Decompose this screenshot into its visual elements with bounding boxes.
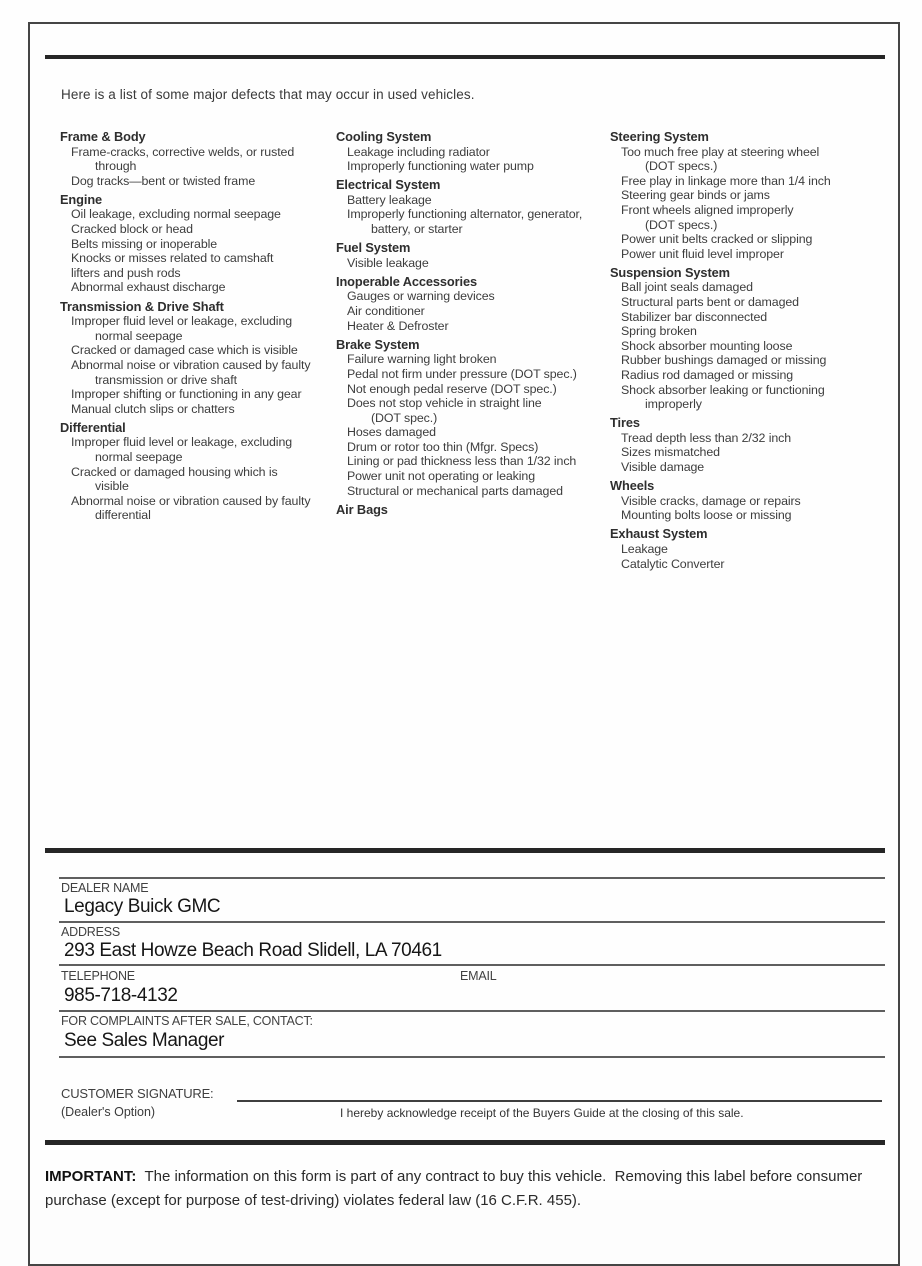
defect-item-line: Power unit belts cracked or slipping [621,232,813,247]
acknowledge-text: I hereby acknowledge receipt of the Buyers Guide at the closing of this sale. [340,1106,744,1120]
defect-item-line: Sizes mismatched [621,445,720,460]
defect-section-title: Frame & Body [60,129,146,144]
defect-item-line: Structural or mechanical parts damaged [347,483,563,498]
defect-item-line: Mounting bolts loose or missing [621,508,792,523]
defect-item-line: Dog tracks—bent or twisted frame [71,173,256,188]
defect-section [610,527,890,571]
address-value: 293 East Howze Beach Road Slidell, LA 70461 [64,940,442,961]
important-label: IMPORTANT: [45,1168,137,1185]
defect-column [336,130,616,517]
defect-section [610,479,890,523]
dealer-name-value: Legacy Buick GMC [64,896,221,917]
defect-item-line: lifters and push rods [71,265,181,280]
field-rule [59,1056,885,1058]
defect-section-title: Exhaust System [610,526,708,542]
defect-section [336,275,616,333]
defect-item-line: visible [95,479,129,494]
defect-item-line: Battery leakage [347,192,432,207]
complaints-value: See Sales Manager [64,1030,225,1051]
defect-item-line: Rubber bushings damaged or missing [621,353,827,368]
defect-item-line: Front wheels aligned improperly [621,202,794,217]
defect-item-line: normal seepage [95,328,183,343]
defect-section [60,300,340,417]
defect-item-line: Air conditioner [347,304,425,319]
defect-item-line: Failure warning light broken [347,352,497,367]
important-notice [45,1165,883,1212]
defect-item-line: Cracked or damaged housing which is [71,464,278,479]
telephone-label: TELEPHONE [61,969,135,983]
defect-item-line: Free play in linkage more than 1/4 inch [621,173,831,188]
defect-item-line: Stabilizer bar disconnected [621,309,768,324]
defect-item-line: Improper shifting or functioning in any gear [71,387,302,402]
defect-item-line: Drum or rotor too thin (Mfgr. Specs) [347,439,539,454]
signature-line [237,1100,882,1102]
defect-item-line: Structural parts bent or damaged [621,295,799,310]
defect-item-line: Does not stop vehicle in straight line [347,396,542,411]
defect-item-line: through [95,159,137,174]
defect-section [336,130,616,174]
defect-item-line: Manual clutch slips or chatters [71,401,235,416]
defect-section-title: Steering System [610,129,709,144]
defect-section [336,338,616,499]
defect-item-line: Not enough pedal reserve (DOT spec.) [347,381,557,396]
defect-item-line: Cracked or damaged case which is visible [71,343,298,358]
defect-section [336,178,616,236]
defect-item-line: Lining or pad thickness less than 1/32 inch [347,454,577,469]
defect-section [610,416,890,474]
defect-item-line: Too much free play at steering wheel [621,144,820,159]
defect-item-line: (DOT specs.) [645,159,718,174]
defect-section-title: Differential [60,419,126,435]
defect-item-line: Abnormal exhaust discharge [71,280,226,295]
defect-item-line: Belts missing or inoperable [71,236,218,251]
defect-section-title: Suspension System [610,264,730,280]
address-label: ADDRESS [61,925,121,939]
defect-item-line: Hoses damaged [347,425,436,440]
defect-item-line: Oil leakage, excluding normal seepage [71,207,281,222]
defect-item-line: Abnormal noise or vibration caused by faulty [71,493,311,508]
defect-item-line: Power unit fluid level improper [621,246,784,261]
field-rule [59,921,885,923]
defect-section-title: Engine [60,191,103,207]
defect-section-title: Tires [610,415,640,431]
middle-rule [45,848,885,853]
defect-item-line: Steering gear binds or jams [621,188,770,203]
defect-item-line: improperly [645,397,702,412]
defect-section-title: Inoperable Accessories [336,273,478,289]
field-rule [59,1010,885,1012]
defect-section-title: Electrical System [336,177,441,193]
defect-item-line: Ball joint seals damaged [621,280,753,295]
defect-column [60,130,340,523]
telephone-value: 985-718-4132 [64,985,178,1006]
defect-section-title: Brake System [336,336,420,352]
defect-item-line: Catalytic Converter [621,556,725,571]
defect-item-line: Knocks or misses related to camshaft [71,251,274,266]
defect-section [610,130,890,261]
defect-item-line: normal seepage [95,449,183,464]
defect-item-line: Tread depth less than 2/32 inch [621,430,792,445]
defect-item-line: Frame-cracks, corrective welds, or rusted [71,144,295,159]
defect-item-line: Improperly functioning alternator, generator, [347,207,583,222]
defect-item-line: Visible damage [621,460,705,475]
top-rule [45,55,885,59]
defect-section-title: Air Bags [336,501,388,517]
customer-signature-label: CUSTOMER SIGNATURE: [61,1086,214,1101]
defect-item-line: Shock absorber leaking or functioning [621,382,825,397]
complaints-label: FOR COMPLAINTS AFTER SALE, CONTACT: [61,1014,313,1028]
defect-item-line: Cracked block or head [71,222,193,237]
defect-item-line: Shock absorber mounting loose [621,338,793,353]
defect-item-line: (DOT specs.) [645,217,718,232]
defect-item-line: Abnormal noise or vibration caused by faulty [71,357,311,372]
defect-item-line: battery, or starter [371,222,463,237]
defect-section-title: Transmission & Drive Shaft [60,298,224,314]
defect-item-line: Leakage including radiator [347,144,490,159]
defect-item-line: Visible leakage [347,255,429,270]
defect-item-line: Improper fluid level or leakage, excluding [71,314,293,329]
important-text: The information on this form is part of any contract to buy this vehicle. Removing this label before consumer purchase (except for purpose of test-driving) violates federal law (16 C.F.R. 455). [45,1168,867,1209]
defect-item-line: Heater & Defroster [347,318,449,333]
defect-item-line: transmission or drive shaft [95,372,237,387]
defect-item-line: differential [95,508,151,523]
defect-item-line: Radius rod damaged or missing [621,368,794,382]
defect-section [336,503,616,518]
defect-section [60,421,340,523]
defect-section [60,193,340,295]
defect-column [610,130,890,571]
defect-item-line: Spring broken [621,324,697,339]
defect-item-line: (DOT spec.) [371,410,438,425]
dealer-name-label: DEALER NAME [61,881,149,895]
email-label: EMAIL [460,969,497,983]
defect-item-line: Power unit not operating or leaking [347,469,535,484]
field-rule [59,964,885,966]
defect-item-line: Improper fluid level or leakage, excluding [71,435,293,450]
defect-section [336,241,616,270]
defect-section-title: Fuel System [336,240,411,256]
dealers-option-note: (Dealer's Option) [61,1105,156,1119]
intro-text: Here is a list of some major defects that may occur in used vehicles. [61,87,475,102]
defect-item-line: Gauges or warning devices [347,289,495,304]
bottom-rule [45,1140,885,1145]
defect-section-title: Wheels [610,478,655,494]
defect-item-line: Improperly functioning water pump [347,159,534,174]
defect-item-line: Pedal not firm under pressure (DOT spec.) [347,366,577,381]
defect-item-line: Visible cracks, damage or repairs [621,493,801,508]
field-rule [59,877,885,879]
defect-section-title: Cooling System [336,129,432,144]
defect-section [60,130,340,188]
defect-item-line: Leakage [621,542,668,557]
defect-section [610,266,890,412]
